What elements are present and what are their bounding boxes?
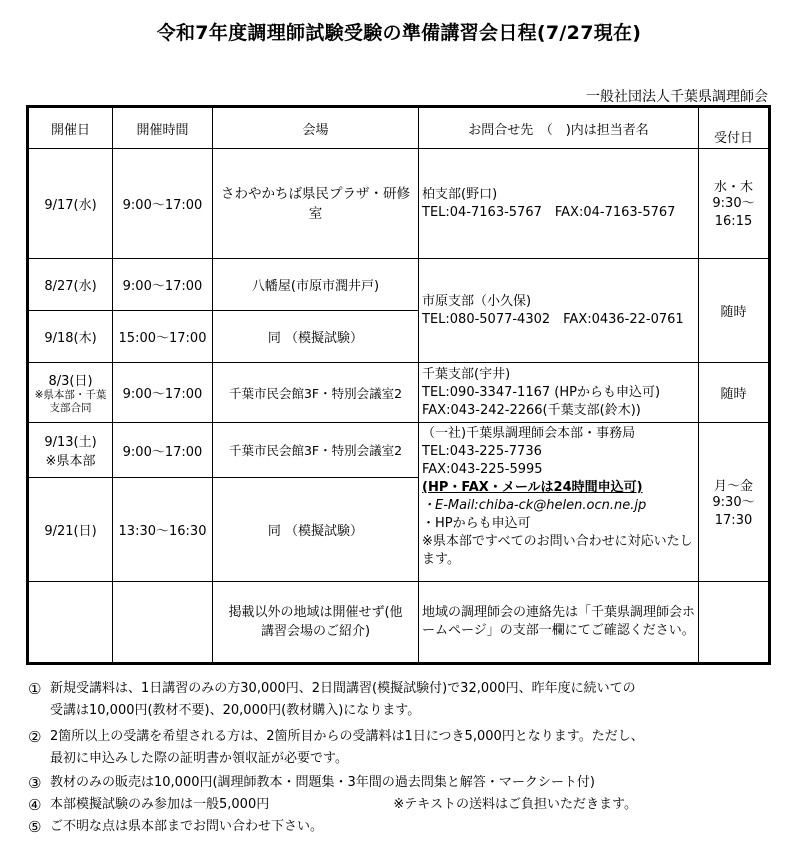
contact-tel: TEL:043-225-7736	[422, 444, 542, 459]
note-line: 最初に申込みした際の証明書か領収証が必要です。	[50, 751, 348, 766]
reception-hours: 9:30～17:30	[712, 494, 755, 528]
cell-time: 9:00～17:00	[113, 423, 213, 478]
table-row	[28, 423, 770, 478]
contact-name: （一社)千葉県調理師会本部・事務局	[422, 426, 636, 441]
table-row	[28, 149, 770, 259]
venue-text: 掲載以外の地域は開催せず(他講習会場のご紹介)	[228, 605, 403, 639]
date-note: ※県本部・千葉支部合同	[34, 389, 107, 414]
table-header-row	[28, 107, 770, 149]
cell-venue	[213, 149, 419, 259]
cell-contact	[419, 149, 699, 259]
cell-contact	[419, 259, 699, 363]
venue-text: さわやかちば県民プラザ・研修室	[221, 185, 410, 222]
cell-reception	[699, 423, 770, 582]
header-reception-label: 受付日	[713, 130, 753, 146]
contact-name: 市原支部（小久保)	[422, 293, 532, 309]
contact-fax: FAX:043-242-2266(千葉支部(鈴木))	[422, 402, 641, 418]
note-number: ③	[28, 774, 42, 792]
note-item	[28, 816, 778, 838]
cell-reception	[699, 582, 770, 664]
note-line: 受講は10,000円(教材不要)、20,000円(教材購入)になります。	[50, 703, 421, 718]
note-line: 本部模擬試験のみ参加は一般5,000円	[50, 797, 270, 812]
note-number: ⑤	[28, 818, 42, 836]
note-item	[28, 772, 778, 794]
cell-venue: 八幡屋(市原市潤井戸)	[213, 259, 419, 311]
table-row	[28, 363, 770, 423]
schedule-table	[26, 105, 771, 665]
note-text: ご不明な点は県本部までお問い合わせ下さい。	[50, 819, 324, 834]
cell-time: 9:00～17:00	[113, 149, 213, 259]
contact-name: 柏支部(野口)	[422, 186, 498, 202]
cell-date: 8/27(水)	[28, 259, 113, 311]
date-text: 9/13(土)	[44, 435, 97, 450]
reception-days: 月～金	[713, 478, 753, 494]
notes-section	[28, 678, 778, 838]
note-item	[28, 794, 778, 816]
cell-reception: 随時	[699, 259, 770, 363]
contact-tel: TEL:080-5077-4302 FAX:0436-22-0761	[422, 311, 684, 327]
note-item	[28, 678, 778, 722]
note-line: 新規受講料は、1日講習のみの方30,000円、2日間講習(模擬試験付)で32,000円、昨年度に続いての	[50, 681, 636, 696]
cell-date: 9/21(日)	[28, 478, 113, 582]
note-number: ④	[28, 796, 42, 814]
reception-hours: 9:30～16:15	[712, 196, 755, 229]
cell-date	[28, 423, 113, 478]
cell-contact	[419, 423, 699, 582]
header-contact: お問合せ先 （ )内は担当者名	[419, 107, 699, 149]
note-number: ②	[28, 728, 42, 746]
table-row	[28, 259, 770, 311]
note-text: 教材のみの販売は10,000円(調理師教本・問題集・3年間の過去問集と解答・マークシート付)	[50, 775, 595, 790]
cell-contact: 地域の調理師会の連絡先は「千葉県調理師会ホームページ」の支部一欄にてご確認ください。	[419, 582, 699, 664]
contact-name: 千葉支部(宇井)	[422, 366, 511, 382]
cell-time: 13:30～16:30	[113, 478, 213, 582]
cell-venue: 千葉市民会館3F・特別会議室2	[213, 363, 419, 423]
cell-venue: 同 （模擬試験）	[213, 311, 419, 363]
cell-venue: 同 （模擬試験）	[213, 478, 419, 582]
note-number: ①	[28, 680, 42, 698]
contact-hp2: ・HPからも申込可	[422, 516, 531, 531]
contact-hp: (HP・FAX・メールは24時間申込可)	[422, 480, 643, 495]
date-text: 8/3(日)	[48, 374, 93, 389]
note-text	[50, 678, 778, 722]
cell-time	[113, 582, 213, 664]
contact-fax: FAX:043-225-5995	[422, 462, 543, 477]
note-right: ※テキストの送料はご負担いただきます。	[393, 797, 637, 812]
note-text	[50, 726, 778, 770]
header-date: 開催日	[28, 107, 113, 149]
cell-time: 9:00～17:00	[113, 259, 213, 311]
note-item	[28, 726, 778, 770]
header-time: 開催時間	[113, 107, 213, 149]
cell-date	[28, 363, 113, 423]
contact-note: ※県本部ですべてのお問い合わせに対応いたします。	[422, 534, 693, 567]
cell-contact	[419, 363, 699, 423]
table-row	[28, 582, 770, 664]
cell-date	[28, 582, 113, 664]
organization-name: 一般社団法人千葉県調理師会	[586, 89, 768, 105]
date-note: ※県本部	[45, 454, 96, 469]
cell-venue	[213, 582, 419, 664]
contact-email: ・E-Mail:chiba-ck@helen.ocn.ne.jp	[422, 498, 647, 513]
cell-venue: 千葉市民会館3F・特別会議室2	[213, 423, 419, 478]
reception-days: 水・木	[713, 180, 753, 195]
cell-date: 9/17(水)	[28, 149, 113, 259]
cell-reception: 随時	[699, 363, 770, 423]
cell-date: 9/18(木)	[28, 311, 113, 363]
cell-reception	[699, 149, 770, 259]
header-venue: 会場	[213, 107, 419, 149]
page-title: 令和7年度調理師試験受験の準備講習会日程(7/27現在)	[156, 22, 642, 44]
contact-tel: TEL:04-7163-5767 FAX:04-7163-5767	[422, 204, 676, 220]
contact-tel: TEL:090-3347-1167 (HPからも申込可)	[422, 384, 661, 400]
cell-time: 15:00～17:00	[113, 311, 213, 363]
cell-time: 9:00～17:00	[113, 363, 213, 423]
note-text	[50, 794, 778, 816]
header-reception	[699, 107, 770, 149]
note-line: 2箇所以上の受講を希望される方は、2箇所目からの受講料は1日につき5,000円となります。ただし、	[50, 729, 644, 744]
